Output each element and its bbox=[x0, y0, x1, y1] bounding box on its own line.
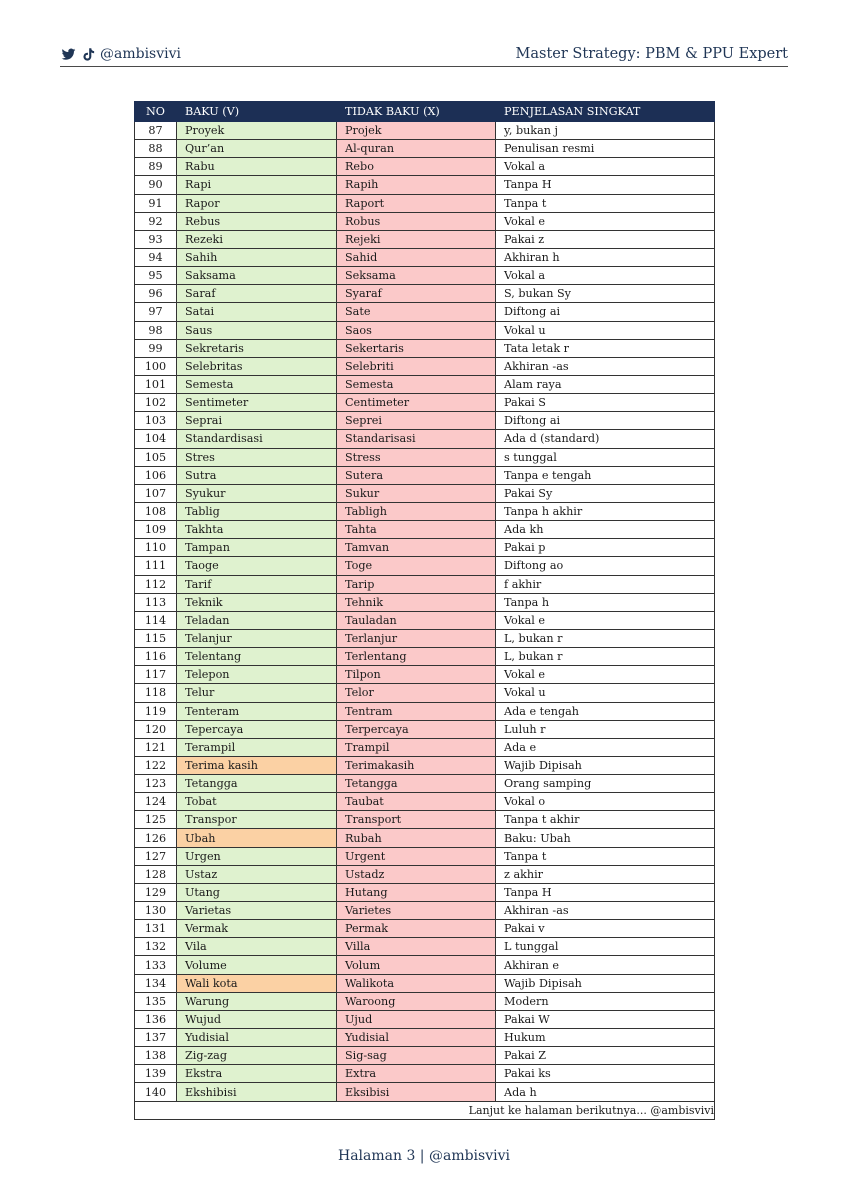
cell-no: 117 bbox=[135, 666, 177, 684]
cell-tidak-baku: Tauladan bbox=[337, 611, 496, 629]
cell-no: 87 bbox=[135, 122, 177, 140]
cell-no: 131 bbox=[135, 920, 177, 938]
cell-baku: Warung bbox=[177, 992, 337, 1010]
cell-tidak-baku: Robus bbox=[337, 212, 496, 230]
cell-tidak-baku: Sukur bbox=[337, 484, 496, 502]
cell-baku: Standardisasi bbox=[177, 430, 337, 448]
cell-baku: Terampil bbox=[177, 738, 337, 756]
cell-baku: Ubah bbox=[177, 829, 337, 847]
cell-penjelasan: Pakai W bbox=[496, 1010, 715, 1028]
cell-penjelasan: Tanpa H bbox=[496, 176, 715, 194]
cell-baku: Satai bbox=[177, 303, 337, 321]
column-header-no: NO bbox=[135, 102, 177, 122]
cell-tidak-baku: Villa bbox=[337, 938, 496, 956]
table-row bbox=[135, 920, 715, 938]
cell-penjelasan: Diftong ai bbox=[496, 412, 715, 430]
cell-tidak-baku: Transport bbox=[337, 811, 496, 829]
cell-baku: Telur bbox=[177, 684, 337, 702]
cell-tidak-baku: Permak bbox=[337, 920, 496, 938]
table-row bbox=[135, 412, 715, 430]
cell-penjelasan: Orang samping bbox=[496, 775, 715, 793]
table-row bbox=[135, 956, 715, 974]
cell-no: 139 bbox=[135, 1065, 177, 1083]
cell-penjelasan: Vokal a bbox=[496, 158, 715, 176]
cell-no: 130 bbox=[135, 902, 177, 920]
cell-no: 102 bbox=[135, 394, 177, 412]
cell-baku: Ustaz bbox=[177, 865, 337, 883]
cell-tidak-baku: Hutang bbox=[337, 883, 496, 901]
cell-penjelasan: Pakai p bbox=[496, 539, 715, 557]
cell-tidak-baku: Projek bbox=[337, 122, 496, 140]
tiktok-icon[interactable] bbox=[80, 46, 96, 62]
cell-no: 95 bbox=[135, 267, 177, 285]
table-row bbox=[135, 557, 715, 575]
cell-penjelasan: Pakai v bbox=[496, 920, 715, 938]
cell-no: 88 bbox=[135, 140, 177, 158]
cell-no: 116 bbox=[135, 648, 177, 666]
header-brand bbox=[60, 46, 181, 62]
cell-penjelasan: Vokal u bbox=[496, 684, 715, 702]
table-row bbox=[135, 158, 715, 176]
table-row bbox=[135, 847, 715, 865]
cell-baku: Telentang bbox=[177, 648, 337, 666]
cell-penjelasan: Vokal e bbox=[496, 611, 715, 629]
cell-penjelasan: z akhir bbox=[496, 865, 715, 883]
cell-tidak-baku: Terimakasih bbox=[337, 756, 496, 774]
cell-no: 99 bbox=[135, 339, 177, 357]
cell-tidak-baku: Rejeki bbox=[337, 230, 496, 248]
cell-tidak-baku: Telor bbox=[337, 684, 496, 702]
table-row bbox=[135, 502, 715, 520]
cell-tidak-baku: Selebriti bbox=[337, 357, 496, 375]
cell-tidak-baku: Rebo bbox=[337, 158, 496, 176]
cell-baku: Vermak bbox=[177, 920, 337, 938]
table-body bbox=[135, 122, 715, 1102]
cell-baku: Teladan bbox=[177, 611, 337, 629]
cell-no: 93 bbox=[135, 230, 177, 248]
cell-penjelasan: Penulisan resmi bbox=[496, 140, 715, 158]
cell-tidak-baku: Tehnik bbox=[337, 593, 496, 611]
cell-no: 122 bbox=[135, 756, 177, 774]
table-row bbox=[135, 285, 715, 303]
cell-tidak-baku: Tabligh bbox=[337, 502, 496, 520]
cell-no: 108 bbox=[135, 502, 177, 520]
cell-tidak-baku: Trampil bbox=[337, 738, 496, 756]
cell-baku: Utang bbox=[177, 883, 337, 901]
cell-baku: Ekshibisi bbox=[177, 1083, 337, 1101]
table-row bbox=[135, 938, 715, 956]
header-handle[interactable]: @ambisvivi bbox=[100, 46, 182, 62]
cell-no: 104 bbox=[135, 430, 177, 448]
table-row bbox=[135, 1083, 715, 1101]
table-row bbox=[135, 702, 715, 720]
cell-tidak-baku: Tarip bbox=[337, 575, 496, 593]
cell-no: 113 bbox=[135, 593, 177, 611]
table-row bbox=[135, 992, 715, 1010]
cell-baku: Sutra bbox=[177, 466, 337, 484]
cell-penjelasan: Tanpa h akhir bbox=[496, 502, 715, 520]
cell-baku: Semesta bbox=[177, 375, 337, 393]
cell-tidak-baku: Ustadz bbox=[337, 865, 496, 883]
cell-no: 140 bbox=[135, 1083, 177, 1101]
cell-penjelasan: L, bukan r bbox=[496, 648, 715, 666]
cell-tidak-baku: Tetangga bbox=[337, 775, 496, 793]
cell-tidak-baku: Seprei bbox=[337, 412, 496, 430]
cell-penjelasan: Diftong ao bbox=[496, 557, 715, 575]
cell-tidak-baku: Standarisasi bbox=[337, 430, 496, 448]
cell-no: 101 bbox=[135, 375, 177, 393]
cell-penjelasan: Wajib Dipisah bbox=[496, 756, 715, 774]
cell-penjelasan: Pakai z bbox=[496, 230, 715, 248]
cell-baku: Syukur bbox=[177, 484, 337, 502]
cell-penjelasan: Tanpa t bbox=[496, 194, 715, 212]
cell-baku: Volume bbox=[177, 956, 337, 974]
cell-baku: Seprai bbox=[177, 412, 337, 430]
table-row bbox=[135, 448, 715, 466]
cell-tidak-baku: Sekertaris bbox=[337, 339, 496, 357]
column-header-tidak-baku: TIDAK BAKU (X) bbox=[337, 102, 496, 122]
cell-baku: Telepon bbox=[177, 666, 337, 684]
cell-no: 89 bbox=[135, 158, 177, 176]
table-row bbox=[135, 248, 715, 266]
cell-no: 120 bbox=[135, 720, 177, 738]
cell-penjelasan: Tanpa t akhir bbox=[496, 811, 715, 829]
cell-no: 109 bbox=[135, 521, 177, 539]
cell-no: 135 bbox=[135, 992, 177, 1010]
cell-baku: Qur’an bbox=[177, 140, 337, 158]
cell-tidak-baku: Sutera bbox=[337, 466, 496, 484]
cell-no: 136 bbox=[135, 1010, 177, 1028]
column-header-baku: BAKU (V) bbox=[177, 102, 337, 122]
cell-baku: Tetangga bbox=[177, 775, 337, 793]
table-row bbox=[135, 738, 715, 756]
cell-penjelasan: Diftong ai bbox=[496, 303, 715, 321]
table-header-row bbox=[135, 102, 715, 122]
cell-penjelasan: Vokal a bbox=[496, 267, 715, 285]
cell-baku: Ekstra bbox=[177, 1065, 337, 1083]
cell-tidak-baku: Walikota bbox=[337, 974, 496, 992]
cell-no: 112 bbox=[135, 575, 177, 593]
cell-penjelasan: Vokal u bbox=[496, 321, 715, 339]
cell-penjelasan: Luluh r bbox=[496, 720, 715, 738]
cell-baku: Teknik bbox=[177, 593, 337, 611]
cell-baku: Saus bbox=[177, 321, 337, 339]
cell-no: 127 bbox=[135, 847, 177, 865]
cell-no: 94 bbox=[135, 248, 177, 266]
cell-tidak-baku: Sahid bbox=[337, 248, 496, 266]
cell-no: 129 bbox=[135, 883, 177, 901]
cell-no: 97 bbox=[135, 303, 177, 321]
cell-baku: Terima kasih bbox=[177, 756, 337, 774]
cell-tidak-baku: Sig-sag bbox=[337, 1047, 496, 1065]
cell-tidak-baku: Seksama bbox=[337, 267, 496, 285]
cell-tidak-baku: Varietes bbox=[337, 902, 496, 920]
table-row bbox=[135, 611, 715, 629]
cell-no: 90 bbox=[135, 176, 177, 194]
cell-no: 121 bbox=[135, 738, 177, 756]
cell-tidak-baku: Terlentang bbox=[337, 648, 496, 666]
cell-baku: Tablig bbox=[177, 502, 337, 520]
cell-no: 107 bbox=[135, 484, 177, 502]
cell-no: 134 bbox=[135, 974, 177, 992]
cell-penjelasan: Baku: Ubah bbox=[496, 829, 715, 847]
cell-baku: Wujud bbox=[177, 1010, 337, 1028]
cell-baku: Tobat bbox=[177, 793, 337, 811]
cell-penjelasan: Tanpa h bbox=[496, 593, 715, 611]
cell-tidak-baku: Waroong bbox=[337, 992, 496, 1010]
cell-baku: Stres bbox=[177, 448, 337, 466]
cell-baku: Yudisial bbox=[177, 1029, 337, 1047]
cell-no: 98 bbox=[135, 321, 177, 339]
cell-no: 110 bbox=[135, 539, 177, 557]
cell-no: 103 bbox=[135, 412, 177, 430]
cell-penjelasan: Pakai Sy bbox=[496, 484, 715, 502]
cell-penjelasan: Modern bbox=[496, 992, 715, 1010]
cell-tidak-baku: Sate bbox=[337, 303, 496, 321]
cell-penjelasan: L tunggal bbox=[496, 938, 715, 956]
cell-tidak-baku: Centimeter bbox=[337, 394, 496, 412]
cell-penjelasan: Pakai Z bbox=[496, 1047, 715, 1065]
table-row bbox=[135, 212, 715, 230]
cell-baku: Wali kota bbox=[177, 974, 337, 992]
cell-penjelasan: f akhir bbox=[496, 575, 715, 593]
cell-penjelasan: Tanpa H bbox=[496, 883, 715, 901]
cell-baku: Urgen bbox=[177, 847, 337, 865]
table-row bbox=[135, 666, 715, 684]
table-row bbox=[135, 883, 715, 901]
table-row bbox=[135, 1065, 715, 1083]
cell-no: 115 bbox=[135, 629, 177, 647]
cell-baku: Zig-zag bbox=[177, 1047, 337, 1065]
cell-baku: Sahih bbox=[177, 248, 337, 266]
table-row bbox=[135, 466, 715, 484]
cell-no: 106 bbox=[135, 466, 177, 484]
cell-tidak-baku: Al-quran bbox=[337, 140, 496, 158]
cell-baku: Saksama bbox=[177, 267, 337, 285]
table-row bbox=[135, 375, 715, 393]
cell-tidak-baku: Semesta bbox=[337, 375, 496, 393]
cell-no: 126 bbox=[135, 829, 177, 847]
cell-baku: Sentimeter bbox=[177, 394, 337, 412]
table-row bbox=[135, 793, 715, 811]
cell-baku: Rabu bbox=[177, 158, 337, 176]
cell-penjelasan: Alam raya bbox=[496, 375, 715, 393]
cell-penjelasan: Ada h bbox=[496, 1083, 715, 1101]
table-row bbox=[135, 1010, 715, 1028]
cell-baku: Taoge bbox=[177, 557, 337, 575]
cell-no: 128 bbox=[135, 865, 177, 883]
cell-baku: Proyek bbox=[177, 122, 337, 140]
cell-no: 132 bbox=[135, 938, 177, 956]
table-row bbox=[135, 720, 715, 738]
cell-baku: Varietas bbox=[177, 902, 337, 920]
cell-tidak-baku: Eksibisi bbox=[337, 1083, 496, 1101]
word-table bbox=[134, 101, 715, 1120]
cell-tidak-baku: Tentram bbox=[337, 702, 496, 720]
cell-penjelasan: Ada kh bbox=[496, 521, 715, 539]
cell-penjelasan: Vokal e bbox=[496, 212, 715, 230]
cell-tidak-baku: Terlanjur bbox=[337, 629, 496, 647]
cell-baku: Rapi bbox=[177, 176, 337, 194]
cell-no: 96 bbox=[135, 285, 177, 303]
cell-penjelasan: Pakai S bbox=[496, 394, 715, 412]
cell-no: 114 bbox=[135, 611, 177, 629]
cell-baku: Telanjur bbox=[177, 629, 337, 647]
table-row bbox=[135, 339, 715, 357]
cell-no: 123 bbox=[135, 775, 177, 793]
cell-penjelasan: Ada d (standard) bbox=[496, 430, 715, 448]
table-row bbox=[135, 865, 715, 883]
cell-no: 138 bbox=[135, 1047, 177, 1065]
cell-baku: Tampan bbox=[177, 539, 337, 557]
table-row bbox=[135, 430, 715, 448]
page-header bbox=[60, 42, 788, 67]
table-row bbox=[135, 194, 715, 212]
cell-tidak-baku: Rubah bbox=[337, 829, 496, 847]
cell-baku: Sekretaris bbox=[177, 339, 337, 357]
cell-penjelasan: Wajib Dipisah bbox=[496, 974, 715, 992]
table-row bbox=[135, 303, 715, 321]
table-row bbox=[135, 357, 715, 375]
cell-no: 100 bbox=[135, 357, 177, 375]
table-row bbox=[135, 756, 715, 774]
cell-baku: Transpor bbox=[177, 811, 337, 829]
cell-penjelasan: Ada e tengah bbox=[496, 702, 715, 720]
table-row bbox=[135, 539, 715, 557]
table-row bbox=[135, 267, 715, 285]
table-row bbox=[135, 575, 715, 593]
cell-baku: Rebus bbox=[177, 212, 337, 230]
cell-tidak-baku: Raport bbox=[337, 194, 496, 212]
table-footer-row bbox=[135, 1101, 715, 1119]
twitter-icon[interactable] bbox=[60, 46, 76, 62]
cell-penjelasan: Akhiran h bbox=[496, 248, 715, 266]
cell-tidak-baku: Tamvan bbox=[337, 539, 496, 557]
cell-penjelasan: Akhiran -as bbox=[496, 902, 715, 920]
cell-no: 91 bbox=[135, 194, 177, 212]
cell-penjelasan: Akhiran e bbox=[496, 956, 715, 974]
cell-tidak-baku: Stress bbox=[337, 448, 496, 466]
cell-tidak-baku: Extra bbox=[337, 1065, 496, 1083]
cell-no: 125 bbox=[135, 811, 177, 829]
table-row bbox=[135, 140, 715, 158]
cell-baku: Takhta bbox=[177, 521, 337, 539]
table-row bbox=[135, 484, 715, 502]
cell-no: 105 bbox=[135, 448, 177, 466]
cell-penjelasan: s tunggal bbox=[496, 448, 715, 466]
cell-tidak-baku: Yudisial bbox=[337, 1029, 496, 1047]
cell-tidak-baku: Taubat bbox=[337, 793, 496, 811]
cell-tidak-baku: Toge bbox=[337, 557, 496, 575]
table-row bbox=[135, 593, 715, 611]
table-row bbox=[135, 974, 715, 992]
page-number: Halaman 3 | @ambisvivi bbox=[337, 1148, 510, 1164]
continuation-note: Lanjut ke halaman berikutnya... @ambisvivi bbox=[135, 1101, 715, 1119]
table-row bbox=[135, 321, 715, 339]
cell-penjelasan: Akhiran -as bbox=[496, 357, 715, 375]
cell-baku: Saraf bbox=[177, 285, 337, 303]
table-row bbox=[135, 629, 715, 647]
cell-tidak-baku: Syaraf bbox=[337, 285, 496, 303]
column-header-penjelasan: PENJELASAN SINGKAT bbox=[496, 102, 715, 122]
cell-penjelasan: Vokal o bbox=[496, 793, 715, 811]
cell-tidak-baku: Rapih bbox=[337, 176, 496, 194]
cell-no: 137 bbox=[135, 1029, 177, 1047]
cell-tidak-baku: Ujud bbox=[337, 1010, 496, 1028]
cell-penjelasan: Tanpa e tengah bbox=[496, 466, 715, 484]
cell-baku: Tenteram bbox=[177, 702, 337, 720]
cell-no: 124 bbox=[135, 793, 177, 811]
table-row bbox=[135, 1029, 715, 1047]
cell-penjelasan: Vokal e bbox=[496, 666, 715, 684]
table-row bbox=[135, 829, 715, 847]
table-row bbox=[135, 648, 715, 666]
cell-baku: Tepercaya bbox=[177, 720, 337, 738]
table-row bbox=[135, 1047, 715, 1065]
cell-tidak-baku: Tilpon bbox=[337, 666, 496, 684]
cell-baku: Selebritas bbox=[177, 357, 337, 375]
cell-penjelasan: Tata letak r bbox=[496, 339, 715, 357]
table-row bbox=[135, 394, 715, 412]
table-row bbox=[135, 811, 715, 829]
cell-no: 92 bbox=[135, 212, 177, 230]
table-row bbox=[135, 176, 715, 194]
table-row bbox=[135, 902, 715, 920]
cell-no: 119 bbox=[135, 702, 177, 720]
cell-no: 118 bbox=[135, 684, 177, 702]
cell-baku: Rapor bbox=[177, 194, 337, 212]
cell-baku: Rezeki bbox=[177, 230, 337, 248]
cell-tidak-baku: Saos bbox=[337, 321, 496, 339]
cell-tidak-baku: Terpercaya bbox=[337, 720, 496, 738]
table-row bbox=[135, 684, 715, 702]
table-row bbox=[135, 230, 715, 248]
cell-penjelasan: Ada e bbox=[496, 738, 715, 756]
cell-penjelasan: S, bukan Sy bbox=[496, 285, 715, 303]
table-row bbox=[135, 775, 715, 793]
cell-penjelasan: Tanpa t bbox=[496, 847, 715, 865]
cell-penjelasan: Hukum bbox=[496, 1029, 715, 1047]
cell-baku: Tarif bbox=[177, 575, 337, 593]
cell-tidak-baku: Urgent bbox=[337, 847, 496, 865]
cell-penjelasan: L, bukan r bbox=[496, 629, 715, 647]
cell-tidak-baku: Volum bbox=[337, 956, 496, 974]
cell-penjelasan: y, bukan j bbox=[496, 122, 715, 140]
cell-no: 111 bbox=[135, 557, 177, 575]
table-row bbox=[135, 521, 715, 539]
cell-baku: Vila bbox=[177, 938, 337, 956]
cell-no: 133 bbox=[135, 956, 177, 974]
table-row bbox=[135, 122, 715, 140]
cell-tidak-baku: Tahta bbox=[337, 521, 496, 539]
document-title: Master Strategy: PBM & PPU Expert bbox=[515, 46, 788, 62]
cell-penjelasan: Pakai ks bbox=[496, 1065, 715, 1083]
